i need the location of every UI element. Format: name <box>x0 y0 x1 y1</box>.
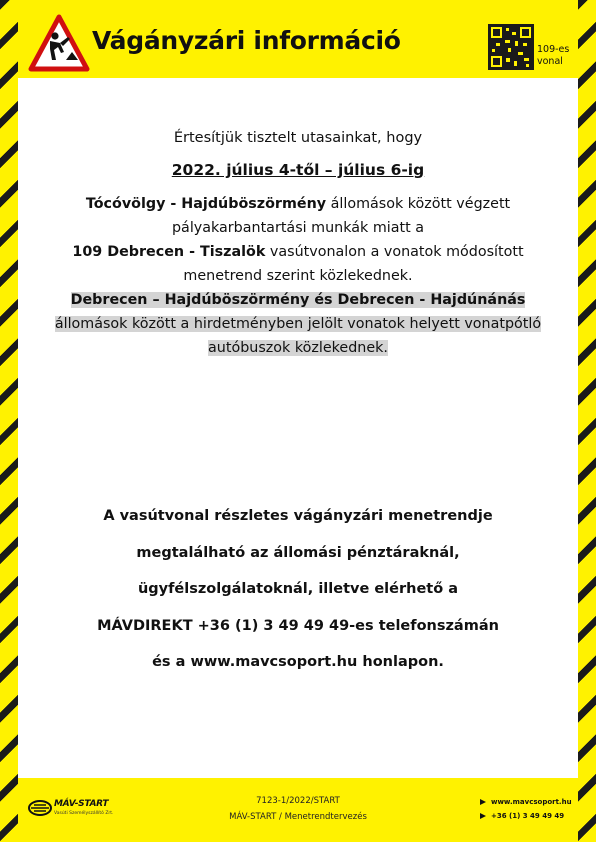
phone-number: +36 (1) 3 49 49 49 <box>480 812 564 820</box>
info-line: ügyfélszolgálatoknál, illetve elérhető a <box>137 581 459 597</box>
arrow-right-icon <box>480 799 486 805</box>
arrow-right-icon <box>480 813 486 819</box>
website-link[interactable]: www.mavcsoport.hu <box>480 798 572 806</box>
replacement-sections: Debrecen – Hajdúböszörmény és Debrecen - Hajdúnánás <box>70 292 526 308</box>
notice-body <box>18 78 578 778</box>
works-paragraph: Tócóvölgy - Hajdúböszörmény állomások között végzett pályakarbantartási munkák miatt a 109 Debrecen - Tiszalök vasútvonalon a vonatok módosított menetrend szerint közlekednek. <box>72 196 524 284</box>
info-line: MÁVDIREKT +36 (1) 3 49 49 49-es telefonszámán <box>97 617 499 634</box>
logo-text: MÁV-START <box>54 799 109 809</box>
page-title: Vágányzári információ <box>92 26 401 55</box>
line-number-tag: 109-es vonal <box>537 44 570 67</box>
bus-replacement-paragraph <box>38 288 558 360</box>
hazard-border-right <box>578 0 596 842</box>
document-department: MÁV-START / Menetrendtervezés <box>229 812 367 822</box>
section-name: Tócóvölgy - Hajdúböszörmény <box>85 196 327 212</box>
hazard-border-left <box>0 0 18 842</box>
date-range: 2022. július 4-től – július 6-ig <box>171 161 425 179</box>
intro-text: Értesítjük tisztelt utasainkat, hogy <box>173 130 423 146</box>
header-band <box>18 10 578 78</box>
roadworks-warning-icon <box>28 14 90 72</box>
logo-subtitle: Vasúti Személyszállító Zrt. <box>54 811 114 816</box>
timetable-info <box>18 498 578 681</box>
footer-band <box>18 778 578 836</box>
document-code: 7123-1/2022/START <box>256 796 340 806</box>
qr-code-icon <box>488 24 534 70</box>
info-line: megtalálható az állomási pénztáraknál, <box>136 544 460 561</box>
info-line: és a www.mavcsoport.hu honlapon. <box>152 654 444 670</box>
info-line: A vasútvonal részletes vágányzári menetrendje <box>103 508 493 524</box>
line-name: 109 Debrecen - Tiszalök <box>72 244 266 260</box>
replacement-text: állomások között a hirdetményben jelölt vonatok helyett vonatpótló autóbuszok közlekednek. <box>54 316 542 356</box>
